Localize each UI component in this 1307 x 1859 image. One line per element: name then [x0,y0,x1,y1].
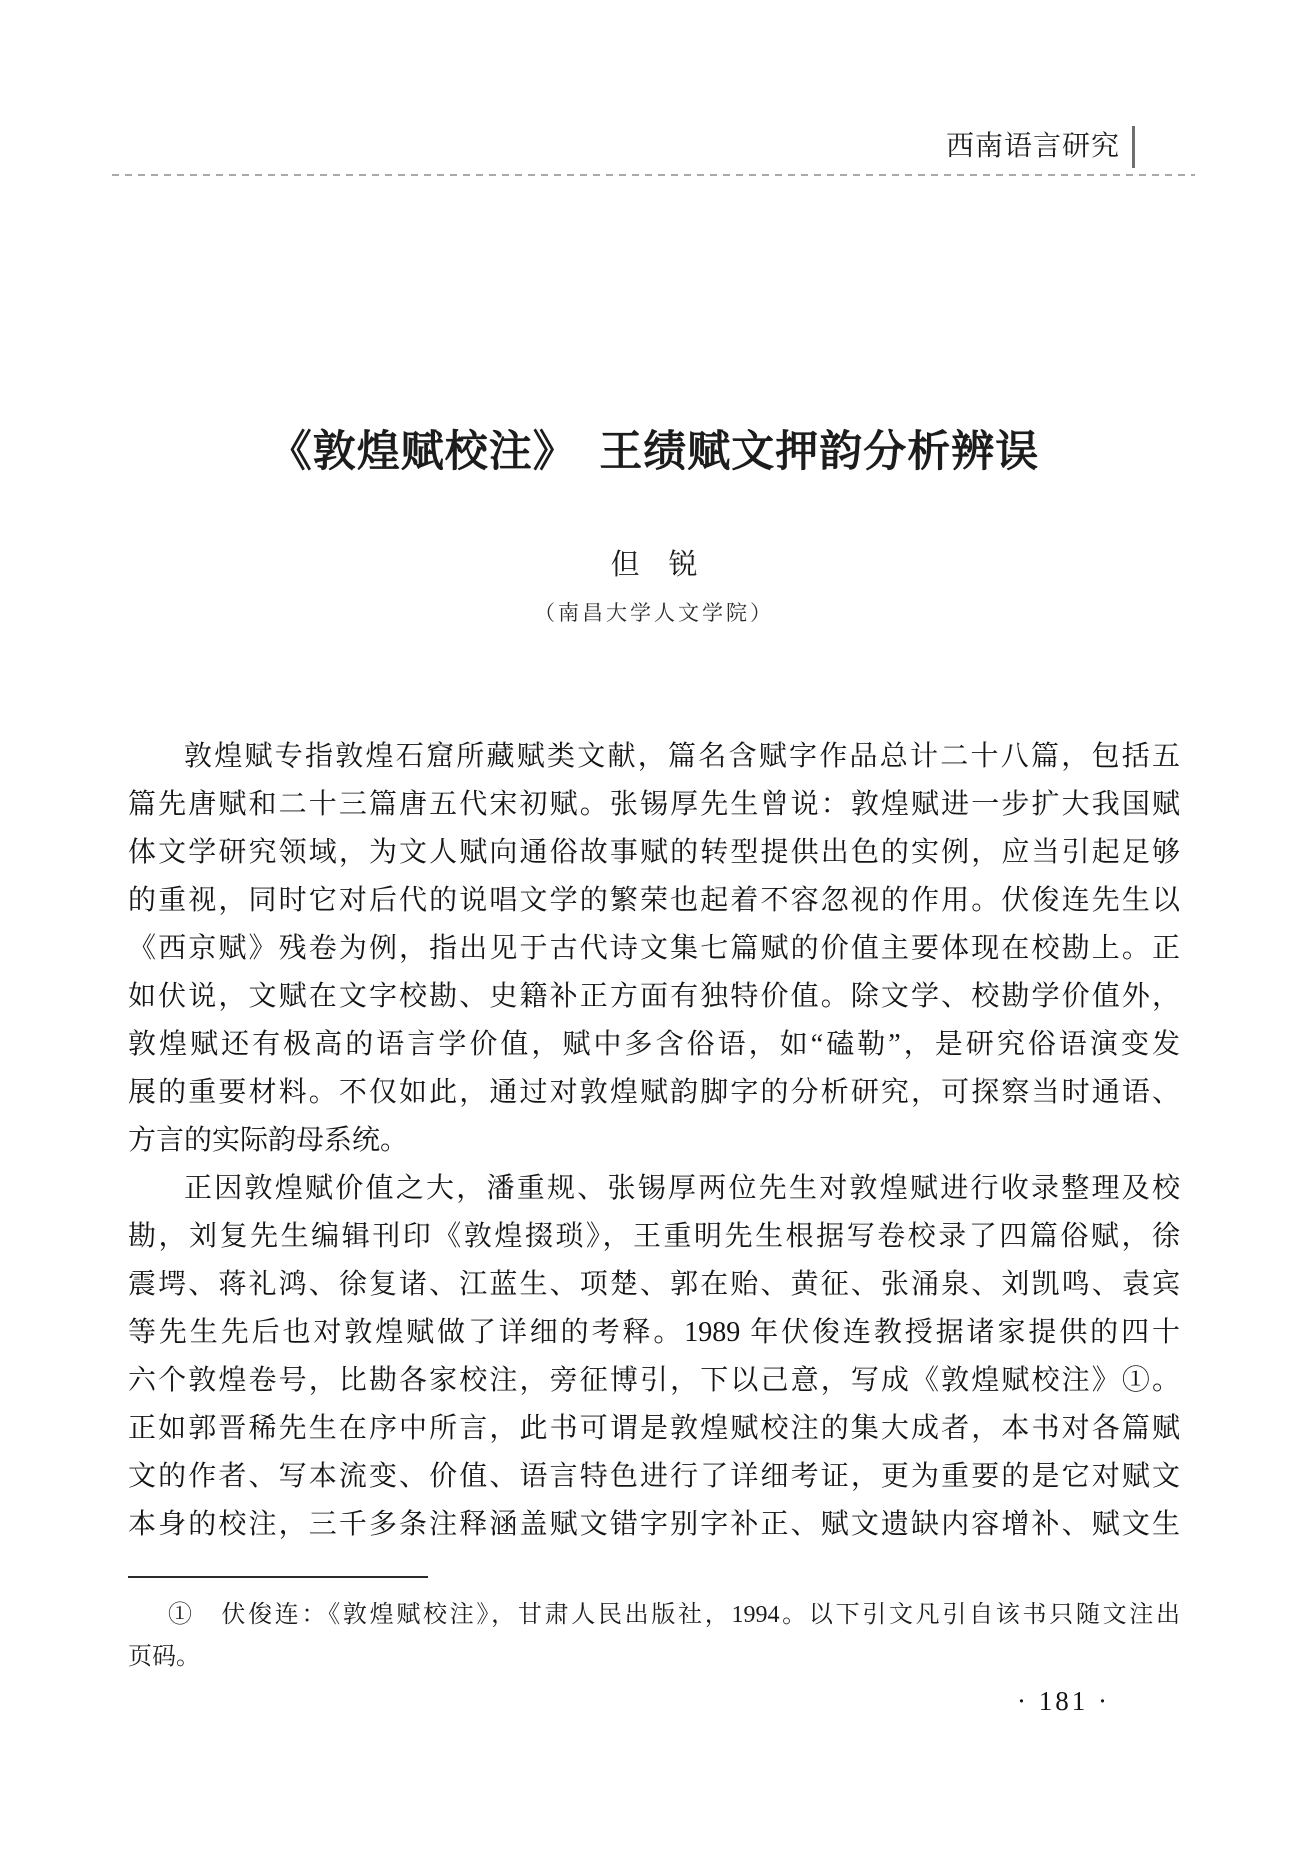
page-number: · 181 · [1017,1686,1110,1716]
paragraph-2 [128,1165,1180,1549]
running-header [118,126,1135,168]
text-line: 勘，刘复先生编辑刊印《敦煌掇琐》，王重明先生根据写卷校录了四篇俗赋，徐 [128,1221,1180,1252]
header-dashed-rule [112,174,1195,176]
author-affiliation: （南昌大学人文学院） [534,601,774,625]
paragraph-1 [128,733,1180,1165]
text-line: 方言的实际韵母系统。 [128,1125,409,1156]
body-text [128,733,1180,1549]
text-line: 篇先唐赋和二十三篇唐五代宋初赋。张锡厚先生曾说：敦煌赋进一步扩大我国赋 [128,789,1180,820]
text-line: 敦煌赋还有极高的语言学价值，赋中多含俗语，如“磕勒”，是研究俗语演变发 [128,1029,1180,1060]
header-divider-bar [1132,126,1135,168]
footnote-line: ① 伏俊连：《敦煌赋校注》，甘肃人民出版社，1994。以下引文凡引自该书只随文注出 [168,1602,1180,1628]
text-line: 文的作者、写本流变、价值、语言特色进行了详细考证，更为重要的是它对赋文 [128,1461,1180,1492]
text-line: 如伏说，文赋在文字校勘、史籍补正方面有独特价值。除文学、校勘学价值外， [128,981,1180,1012]
text-line: 震堮、蒋礼鸿、徐复诸、江蓝生、项楚、郭在贻、黄征、张涌泉、刘凯鸣、袁宾 [128,1269,1180,1300]
article-title: 《敦煌赋校注》 王绩赋文押韵分析辨误 [268,429,1040,476]
journal-title: 西南语言研究 [945,131,1120,162]
text-line: 《西京赋》残卷为例，指出见于古代诗文集七篇赋的价值主要体现在校勘上。正 [128,933,1180,964]
footnote-separator [128,1576,428,1578]
footnote-line: 页码。 [128,1644,200,1670]
text-line: 正因敦煌赋价值之大，潘重规、张锡厚两位先生对敦煌赋进行收录整理及校 [184,1173,1180,1204]
text-line: 正如郭晋稀先生在序中所言，此书可谓是敦煌赋校注的集大成者，本书对各篇赋 [128,1413,1180,1444]
text-line: 展的重要材料。不仅如此，通过对敦煌赋韵脚字的分析研究，可探察当时通语、 [128,1077,1180,1108]
text-line: 敦煌赋专指敦煌石窟所藏赋类文献，篇名含赋字作品总计二十八篇，包括五 [184,741,1180,772]
footnote [128,1576,1180,1678]
text-line: 体文学研究领域，为文人赋向通俗故事赋的转型提供出色的实例，应当引起足够 [128,837,1180,868]
text-line: 等先生先后也对敦煌赋做了详细的考释。1989 年伏俊连教授据诸家提供的四十 [128,1317,1180,1348]
text-line: 本身的校注，三千多条注释涵盖赋文错字别字补正、赋文遗缺内容增补、赋文生 [128,1509,1180,1540]
author-name: 但 锐 [610,549,698,581]
text-line: 六个敦煌卷号，比勘各家校注，旁征博引，下以己意，写成《敦煌赋校注》①。 [128,1365,1180,1396]
text-line: 的重视，同时它对后代的说唱文学的繁荣也起着不容忽视的作用。伏俊连先生以 [128,885,1180,916]
